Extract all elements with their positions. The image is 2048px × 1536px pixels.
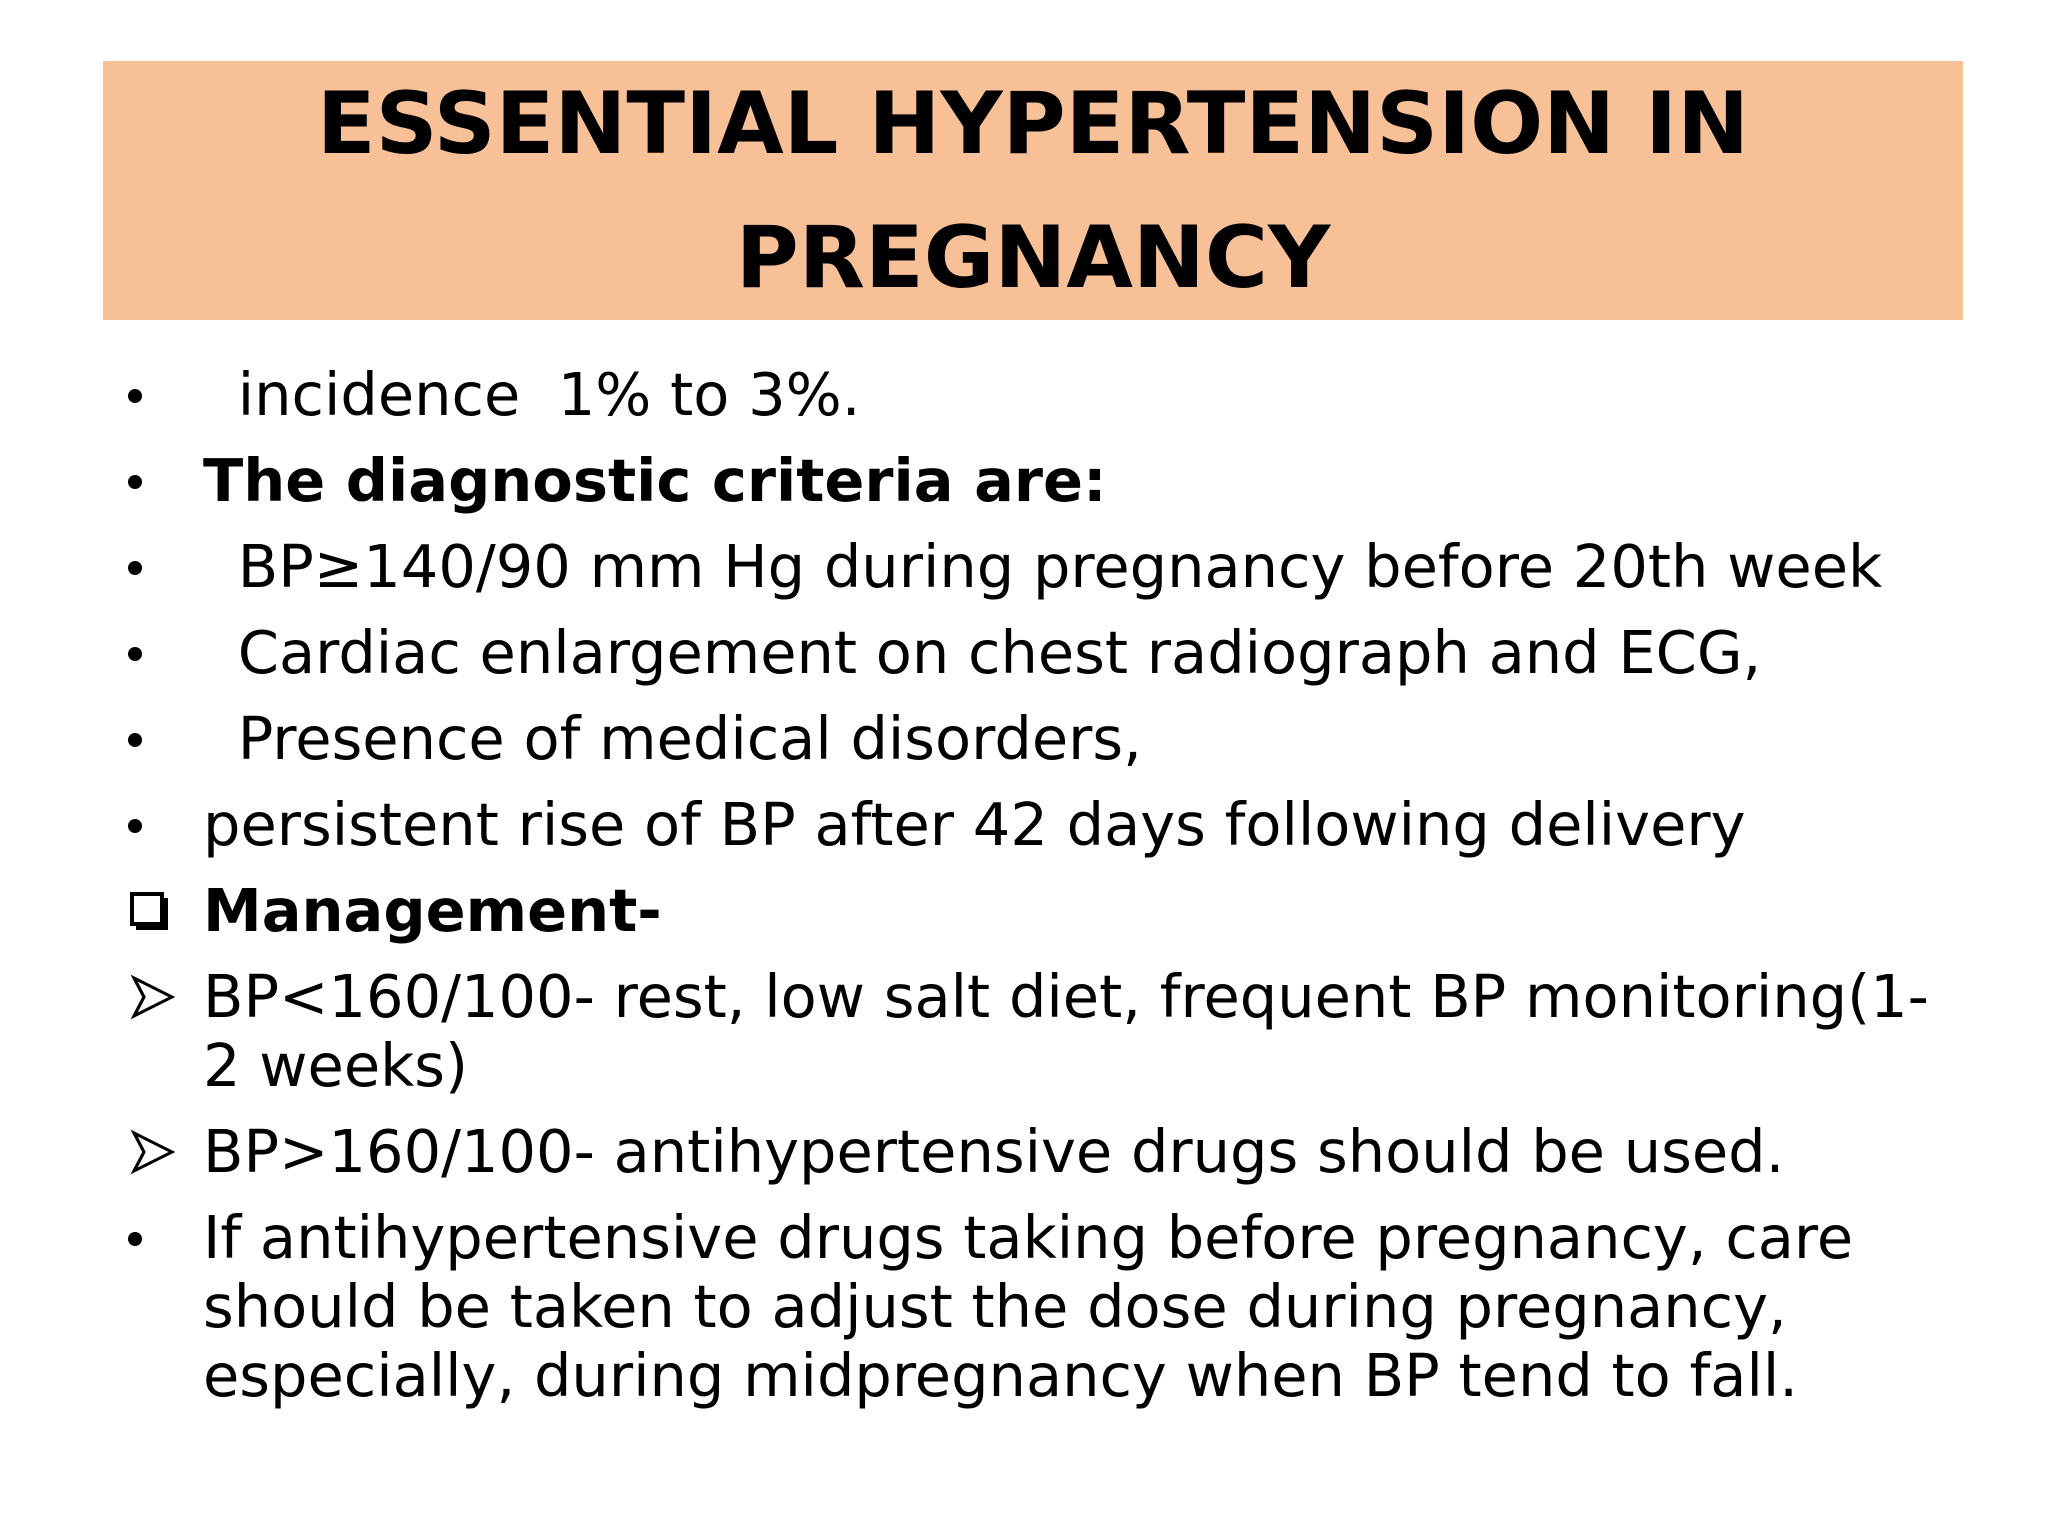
list-item [118, 446, 1948, 515]
list-item-text: If antihypertensive drugs taking before pregnancy, care should be taken to adjust the dose during pregnancy, especially, during midpregnancy when BP tend to fall. [203, 1203, 1872, 1410]
slide-title [317, 57, 1749, 325]
list-item [118, 1203, 1948, 1410]
bullet-icon [128, 475, 142, 489]
slide-title-line-2: PREGNANCY [735, 207, 1331, 308]
slide-title-line-1: ESSENTIAL HYPERTENSION IN [316, 73, 1750, 174]
list-item [118, 618, 1948, 687]
arrow-icon [130, 1129, 176, 1175]
bullet-icon [128, 733, 142, 747]
list-item-text: BP≥140/90 mm Hg during pregnancy before 20th week [219, 532, 1883, 601]
list-item-text: Cardiac enlargement on chest radiograph and ECG, [219, 618, 1762, 687]
list-item-text: BP<160/100- rest, low salt diet, frequent BP monitoring(1-2 weeks) [203, 962, 1929, 1100]
list-item-text: incidence 1% to 3%. [219, 360, 861, 429]
list-item [118, 876, 1948, 945]
list-item-text: BP>160/100- antihypertensive drugs should be used. [203, 1117, 1785, 1186]
list-item-text: The diagnostic criteria are: [203, 446, 1107, 515]
list-item-text: Presence of medical disorders, [219, 704, 1142, 773]
arrow-icon [130, 974, 176, 1020]
bullet-icon [128, 1232, 142, 1246]
bullet-icon [128, 819, 142, 833]
list-item [118, 532, 1948, 601]
list-item [118, 790, 1948, 859]
list-item-text: persistent rise of BP after 42 days following delivery [203, 790, 1746, 859]
bullet-icon [128, 389, 142, 403]
list-item [118, 704, 1948, 773]
list-item-text: Management- [203, 876, 662, 945]
bullet-icon [128, 561, 142, 575]
title-band [103, 61, 1963, 320]
list-item [118, 962, 1948, 1100]
bullet-list [118, 360, 1948, 1427]
checkbox-icon [130, 892, 168, 930]
list-item [118, 360, 1948, 429]
bullet-icon [128, 647, 142, 661]
list-item [118, 1117, 1948, 1186]
